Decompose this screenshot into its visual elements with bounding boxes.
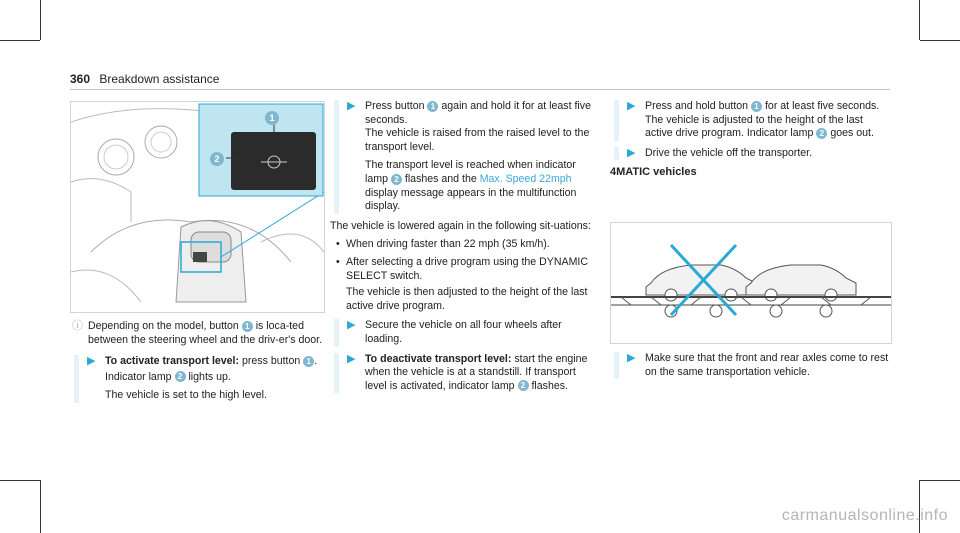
- button-1-ref: 1: [751, 101, 762, 112]
- step-arrow-icon: ▶: [627, 146, 636, 159]
- activate-block: [74, 355, 325, 403]
- column-3: [610, 100, 890, 188]
- figure-transporter: [610, 222, 892, 344]
- crop-mark: [40, 0, 41, 40]
- secure-step: ▶ Secure the vehicle on all four wheels after loading.: [347, 319, 562, 345]
- step-arrow-icon: ▶: [347, 100, 356, 112]
- info-note: ⓘ Depending on the model, button 1 is loca-ted between the steering wheel and the driv-er's door.: [72, 320, 323, 346]
- step-arrow-icon: ▶: [627, 100, 636, 112]
- axles-block: [614, 352, 890, 379]
- hold-block: [614, 100, 890, 141]
- crop-mark: [40, 480, 41, 533]
- lamp-2-ref: 2: [518, 380, 529, 391]
- step-arrow-icon: ▶: [627, 352, 636, 364]
- axles-step: ▶ Make sure that the front and rear axles come to rest on the same transportation vehicle.: [627, 352, 889, 378]
- button-1-ref: 1: [303, 356, 314, 367]
- figure-interior: [70, 101, 325, 313]
- display-message: Max. Speed 22mph: [479, 172, 572, 185]
- lowered-list: [334, 238, 600, 313]
- header-rule: [70, 89, 890, 90]
- button-1-ref: 1: [242, 321, 253, 332]
- page-number: 360: [70, 72, 91, 86]
- watermark: carmanualsonline.info: [781, 507, 948, 524]
- hold-step: ▶ Press and hold button 1 for at least five seconds. The vehicle is adjusted to the height of the last active drive program. Indicator lamp 2 goes out.: [627, 100, 880, 140]
- list-item: • After selecting a drive program using the DYNAMIC SELECT switch. The vehicle is then adjusted to the height of the last active drive program.: [346, 256, 600, 313]
- list-item: • When driving faster than 22 mph (35 km/h).: [346, 238, 600, 252]
- subheading: 4MATIC vehicles: [610, 166, 697, 179]
- lamp-2-ref: 2: [816, 128, 827, 139]
- press-step: ▶ Press button 1 again and hold it for at least five seconds. The vehicle is raised from the raised level to the transport level. The transport level is reached when indicator lamp 2 flashes and the Max. Speed 22mph display message appears in the multifunction display.: [347, 100, 591, 213]
- activate-step: ▶ To activate transport level: press button 1 . Indicator lamp 2 lights up. The vehicle is set to the high level.: [87, 355, 318, 402]
- column-3-bottom: [610, 352, 890, 385]
- section-title: Breakdown assistance: [99, 72, 220, 86]
- step-arrow-icon: ▶: [347, 352, 356, 365]
- crop-mark: [920, 40, 960, 41]
- interior-illustration: [71, 102, 324, 312]
- step-arrow-icon: ▶: [87, 355, 96, 368]
- callout-2: 2: [210, 152, 224, 166]
- crop-mark: [919, 0, 920, 40]
- crop-mark: [920, 480, 960, 481]
- info-icon: ⓘ: [72, 320, 83, 332]
- button-1-ref: 1: [427, 101, 438, 112]
- page-header: [70, 72, 219, 86]
- deactivate-block: [334, 353, 600, 394]
- column-2: [330, 100, 600, 399]
- callout-1: 1: [265, 111, 279, 125]
- transporter-illustration: [611, 223, 891, 343]
- crop-mark: [0, 40, 40, 41]
- drive-off-block: [614, 147, 890, 161]
- crop-mark: [0, 480, 40, 481]
- lowered-intro: The vehicle is lowered again in the following sit-uations:: [330, 219, 591, 232]
- secure-block: [334, 319, 600, 346]
- column-1: [70, 320, 325, 409]
- step-arrow-icon: ▶: [347, 319, 356, 332]
- drive-off-step: ▶ Drive the vehicle off the transporter.: [627, 146, 813, 159]
- press-block: [334, 100, 600, 214]
- lamp-2-ref: 2: [391, 174, 402, 185]
- lamp-2-ref: 2: [175, 371, 186, 382]
- deactivate-step: ▶ To deactivate transport level: start the engine when the vehicle is at a standstill. If transport level is activated, indicator lamp 2 flashes.: [347, 352, 588, 392]
